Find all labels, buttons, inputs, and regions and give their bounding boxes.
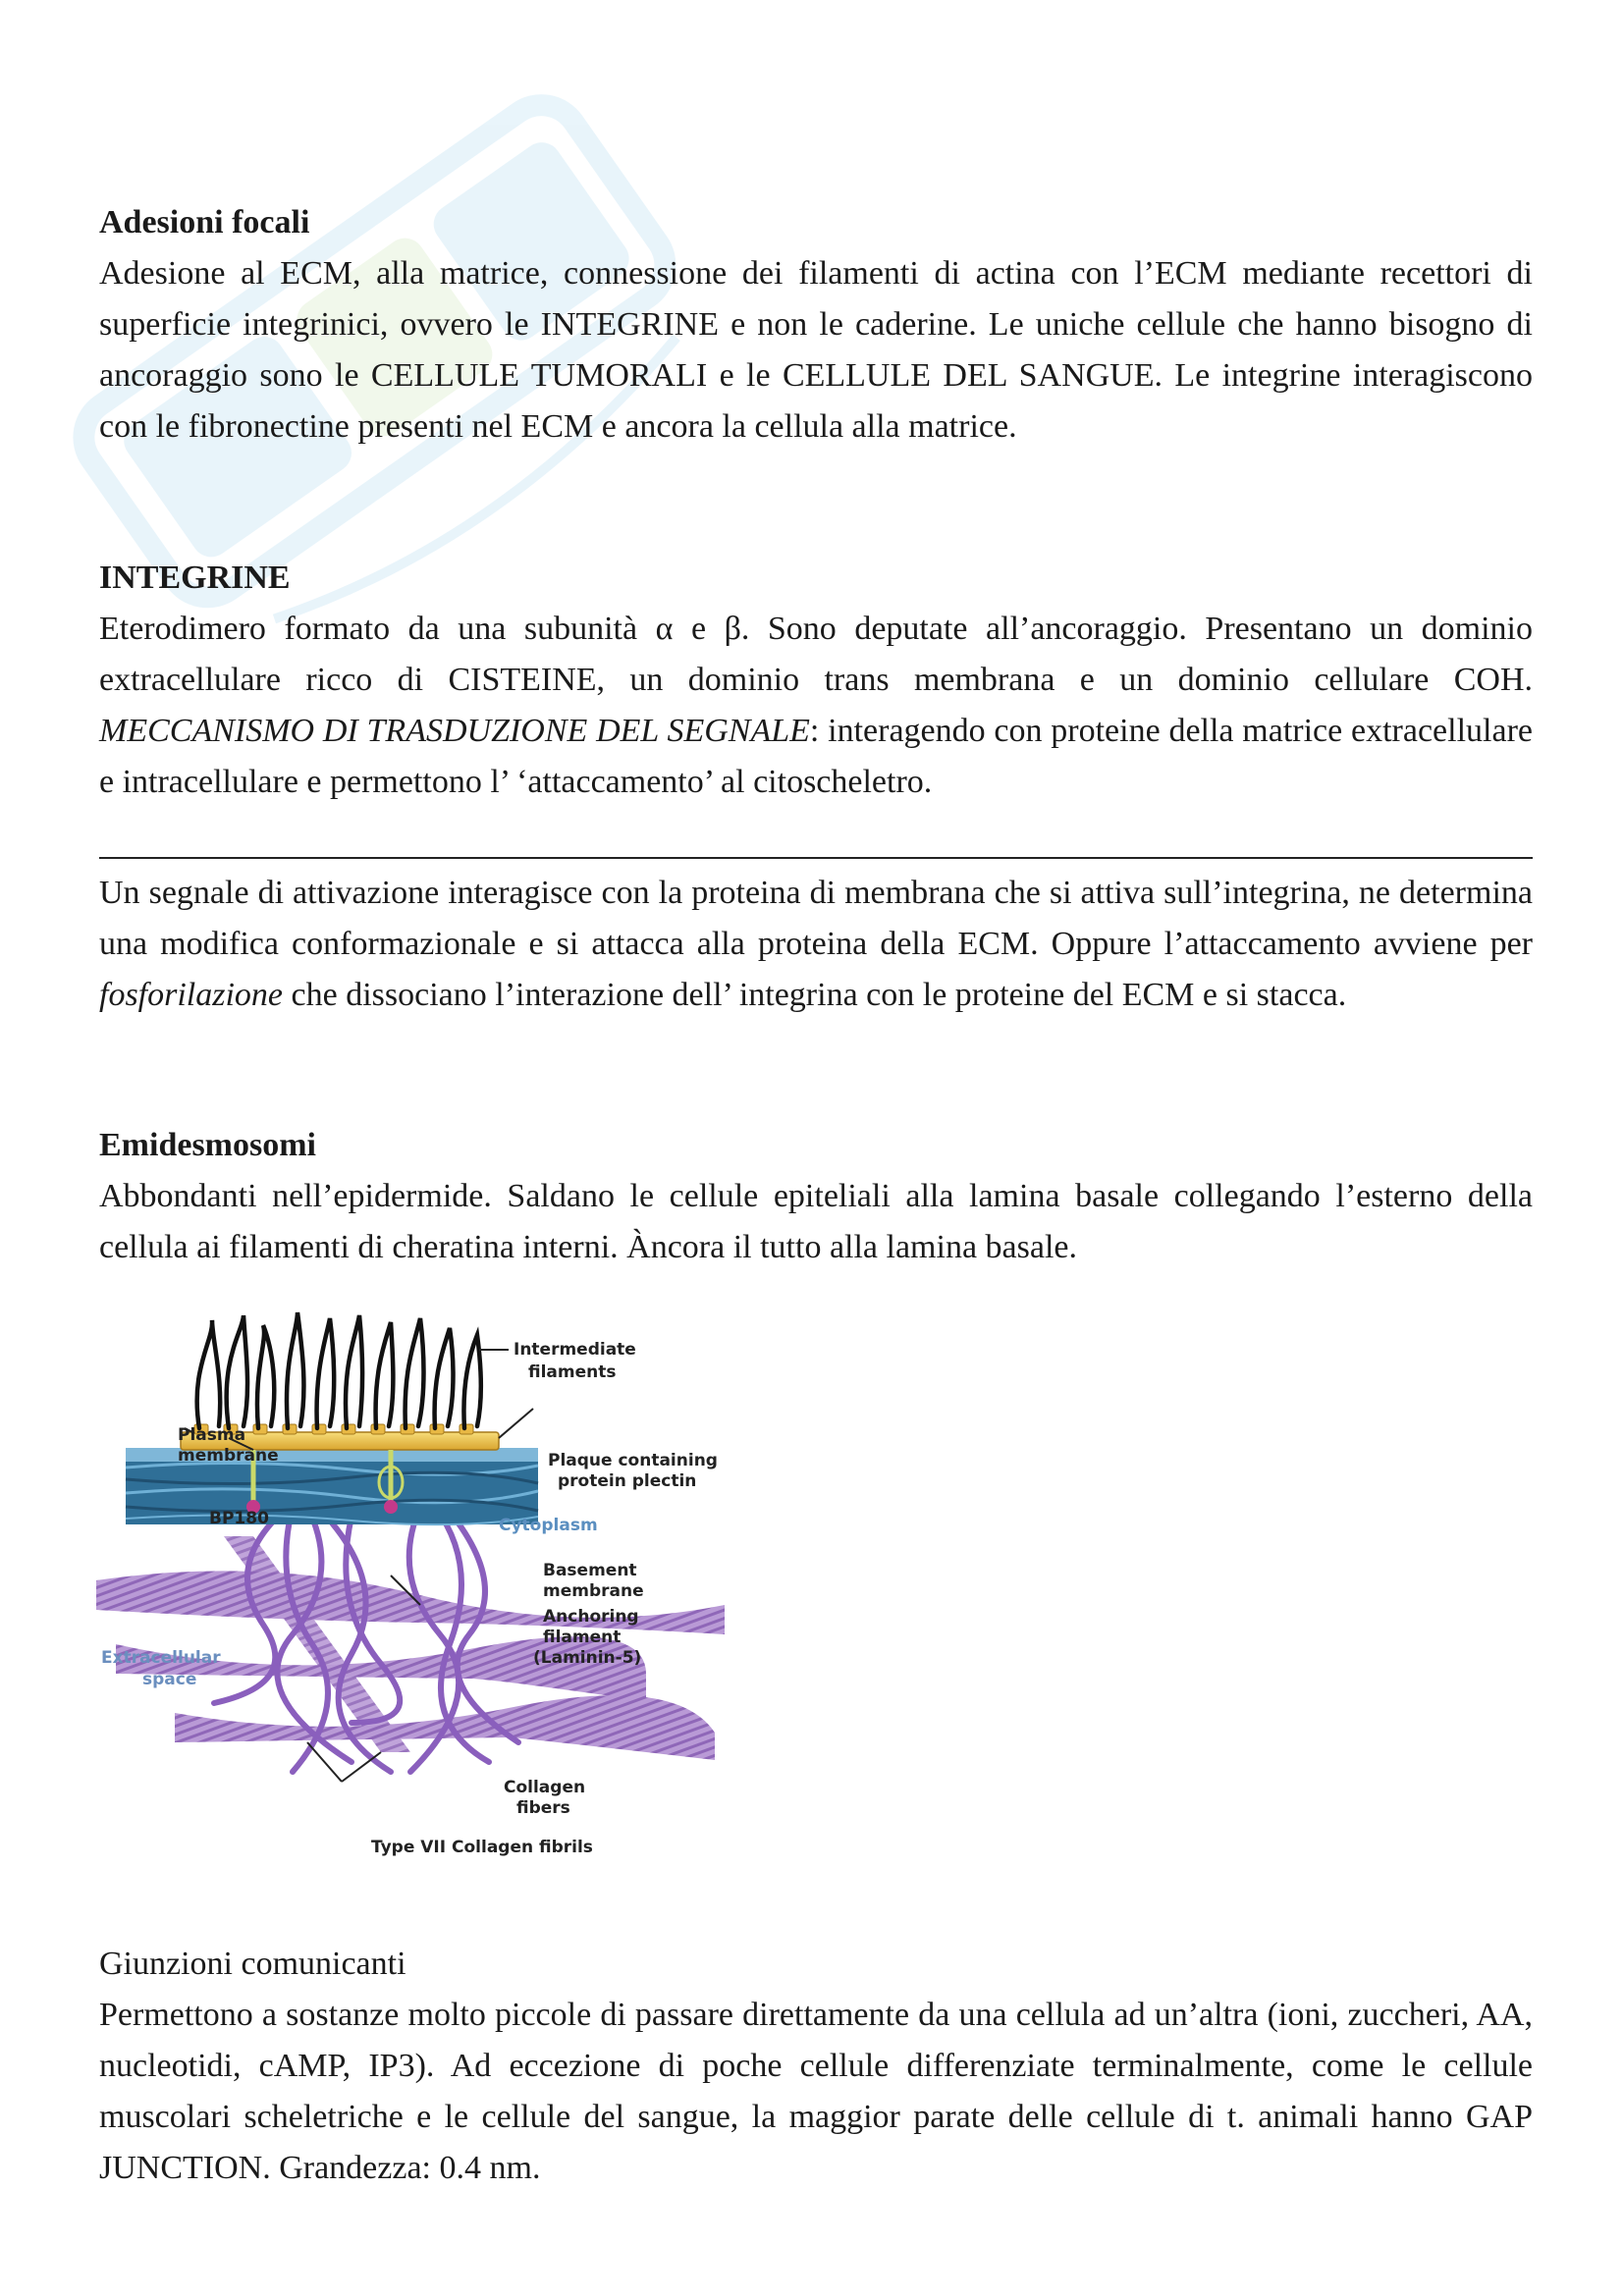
label-collagen-fibers: Collagen	[504, 1778, 586, 1797]
section-body	[99, 604, 1533, 808]
section-giunzioni-comunicanti	[99, 1939, 1533, 2194]
label-plasma-membrane-2: membrane	[178, 1446, 279, 1466]
body-text: Eterodimero formato da una subunità α e β. Sono deputate all’ancoraggio. Presentano un dominio extracellulare ricco di CISTEINE, un dominio trans membrana e un dominio cellulare COH.	[99, 611, 1533, 698]
section-title: Adesioni focali	[99, 204, 310, 240]
body-italic: MECCANISMO DI TRASDUZIONE DEL SEGNALE	[99, 713, 810, 749]
section-integrine-continued	[99, 868, 1533, 1021]
section-adesioni-focali	[99, 197, 1533, 453]
hemidesmosome-diagram	[96, 1310, 764, 1860]
label-intermediate-filaments-2: filaments	[528, 1362, 617, 1382]
label-plaque: Plaque containing	[548, 1451, 718, 1470]
label-bp180: BP180	[209, 1509, 269, 1528]
section-emidesmosomi	[99, 1120, 1533, 1273]
body-text: : interagendo con proteine della matrice extracellulare e intracellulare e permettono l’ ‘attaccamento’ al citoscheletro.	[99, 713, 1533, 800]
label-collagen-fibers-2: fibers	[516, 1798, 570, 1818]
section-title: INTEGRINE	[99, 560, 291, 596]
label-anchoring-filament-3: (Laminin-5)	[533, 1648, 642, 1668]
label-extracellular-space-2: space	[142, 1670, 197, 1689]
section-body: Adesione al ECM, alla matrice, connessione dei filamenti di actina con l’ECM mediante recettori di superficie integrinici, ovvero le INTEGRINE e non le caderine. Le uniche cellule che hanno bisogno di ancoraggio sono le CELLULE TUMORALI e le CELLULE DEL SANGUE. Le integrine interagiscono con le fibronectine presenti nel ECM e ancora la cellula alla matrice.	[99, 255, 1533, 445]
basement-membrane	[126, 1460, 538, 1524]
horizontal-rule	[99, 857, 1533, 859]
label-type-vii-collagen: Type VII Collagen fibrils	[371, 1838, 593, 1857]
section-title: Emidesmosomi	[99, 1127, 316, 1163]
body-text: Un segnale di attivazione interagisce con la proteina di membrana che si attiva sull’integrina, ne determina una modifica conformazionale e si attacca alla proteina della ECM. Oppure l’attaccamento avviene per	[99, 875, 1533, 962]
label-cytoplasm: Cytoplasm	[499, 1516, 598, 1535]
section-body	[99, 868, 1533, 1021]
section-title: Giunzioni comunicanti	[99, 1946, 406, 1982]
section-body: Permettono a sostanze molto piccole di passare direttamente da una cellula ad un’altra (ioni, zuccheri, AA, nucleotidi, cAMP, IP3). Ad eccezione di poche cellule differenziate terminalmente, come le cellule muscolari scheletriche e le cellule del sangue, la maggior parate delle cellule di t. animali hanno GAP JUNCTION. Grandezza: 0.4 nm.	[99, 1997, 1533, 2186]
section-body: Abbondanti nell’epidermide. Saldano le cellule epiteliali alla lamina basale collegando l’esterno della cellula ai filamenti di cheratina interni. Àncora il tutto alla lamina basale.	[99, 1178, 1533, 1265]
label-intermediate-filaments: Intermediate	[514, 1340, 636, 1360]
intermediate-filaments	[197, 1312, 481, 1428]
label-plasma-membrane: Plasma	[178, 1425, 246, 1445]
label-anchoring-filament-2: filament	[543, 1628, 622, 1647]
section-integrine	[99, 553, 1533, 808]
label-basement-membrane-2: membrane	[543, 1581, 644, 1601]
body-italic: fosforilazione	[99, 977, 284, 1013]
label-basement-membrane: Basement	[543, 1561, 637, 1580]
label-plaque-2: protein plectin	[558, 1471, 697, 1491]
label-anchoring-filament: Anchoring	[543, 1607, 639, 1627]
label-extracellular-space: Extracellular	[101, 1648, 221, 1668]
hemidesmosome-figure	[96, 1310, 764, 1860]
body-text: che dissociano l’interazione dell’ integrina con le proteine del ECM e si stacca.	[283, 977, 1347, 1013]
